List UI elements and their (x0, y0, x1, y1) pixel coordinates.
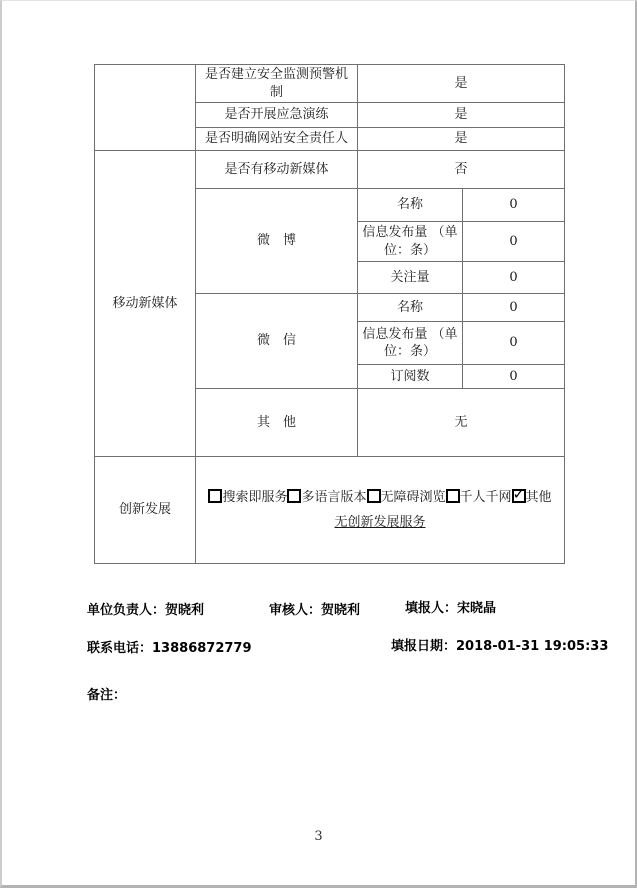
question-cell: 是否开展应急演练 (196, 103, 358, 128)
option-label: 搜索即服务 (222, 490, 288, 506)
auditor-value: 贺晓利 (321, 603, 361, 618)
value-cell: 0 (463, 322, 565, 365)
option-label: 无障碍浏览 (380, 490, 446, 506)
option-label: 其他 (525, 490, 552, 506)
phone-label: 联系电话： (87, 641, 153, 656)
value-cell: 0 (463, 189, 565, 222)
innovation-option (208, 490, 287, 505)
category-cell-mobile-media: 移动新媒体 (95, 151, 196, 457)
value-cell: 0 (463, 294, 565, 322)
phone-field (87, 637, 252, 656)
sub-label-cell: 信息发布量 （单位：条） (358, 222, 463, 262)
remarks-field (87, 684, 126, 703)
date-label: 填报日期： (391, 639, 457, 654)
checkbox-icon (287, 489, 301, 503)
question-cell: 是否建立安全监测预警机制 (196, 65, 358, 103)
auditor-label: 审核人： (269, 603, 322, 618)
question-cell: 是否有移动新媒体 (196, 151, 358, 189)
innovation-options (199, 489, 561, 507)
option-label: 多语言版本 (301, 490, 367, 506)
innovation-option (512, 490, 552, 505)
wechat-label-cell: 微 信 (196, 294, 358, 389)
value-cell: 无 (358, 389, 565, 457)
innovation-option (367, 490, 446, 505)
innovation-option (446, 490, 512, 505)
unit-head-label: 单位负责人： (87, 603, 166, 618)
checkbox-checked-icon (512, 489, 526, 503)
filler-label: 填报人： (405, 601, 458, 616)
sub-label-cell: 名称 (358, 294, 463, 322)
phone-value: 13886872779 (152, 641, 252, 656)
date-value: 2018-01-31 19:05:33 (456, 639, 609, 654)
category-cell-innovation: 创新发展 (95, 457, 196, 564)
auditor-field (269, 599, 360, 618)
weibo-label-cell: 微 博 (196, 189, 358, 294)
filler-field (405, 597, 496, 616)
filler-value: 宋晓晶 (457, 601, 497, 616)
value-cell: 否 (358, 151, 565, 189)
other-label-cell: 其 他 (196, 389, 358, 457)
table-row (95, 457, 565, 564)
sub-label-cell: 信息发布量 （单位：条） (358, 322, 463, 365)
report-table (94, 64, 565, 564)
innovation-option (287, 490, 366, 505)
unit-head-field (87, 599, 204, 618)
table-row (95, 65, 565, 103)
value-cell: 0 (463, 222, 565, 262)
innovation-other-text: 无创新发展服务 (334, 514, 426, 530)
page-number: 3 (314, 829, 323, 844)
value-cell: 是 (358, 65, 565, 103)
sub-label-cell: 名称 (358, 189, 463, 222)
option-label: 千人千网 (459, 490, 512, 506)
category-cell-blank (95, 65, 196, 151)
question-cell: 是否明确网站安全责任人 (196, 128, 358, 151)
sub-label-cell: 订阅数 (358, 365, 463, 389)
value-cell: 0 (463, 262, 565, 294)
checkbox-icon (208, 489, 222, 503)
value-cell: 是 (358, 103, 565, 128)
innovation-cell (196, 457, 565, 564)
table-row (95, 151, 565, 189)
unit-head-value: 贺晓利 (165, 603, 205, 618)
sub-label-cell: 关注量 (358, 262, 463, 294)
date-field (391, 635, 608, 654)
checkbox-icon (367, 489, 381, 503)
checkbox-icon (446, 489, 460, 503)
value-cell: 0 (463, 365, 565, 389)
remarks-label: 备注： (87, 688, 127, 703)
value-cell: 是 (358, 128, 565, 151)
